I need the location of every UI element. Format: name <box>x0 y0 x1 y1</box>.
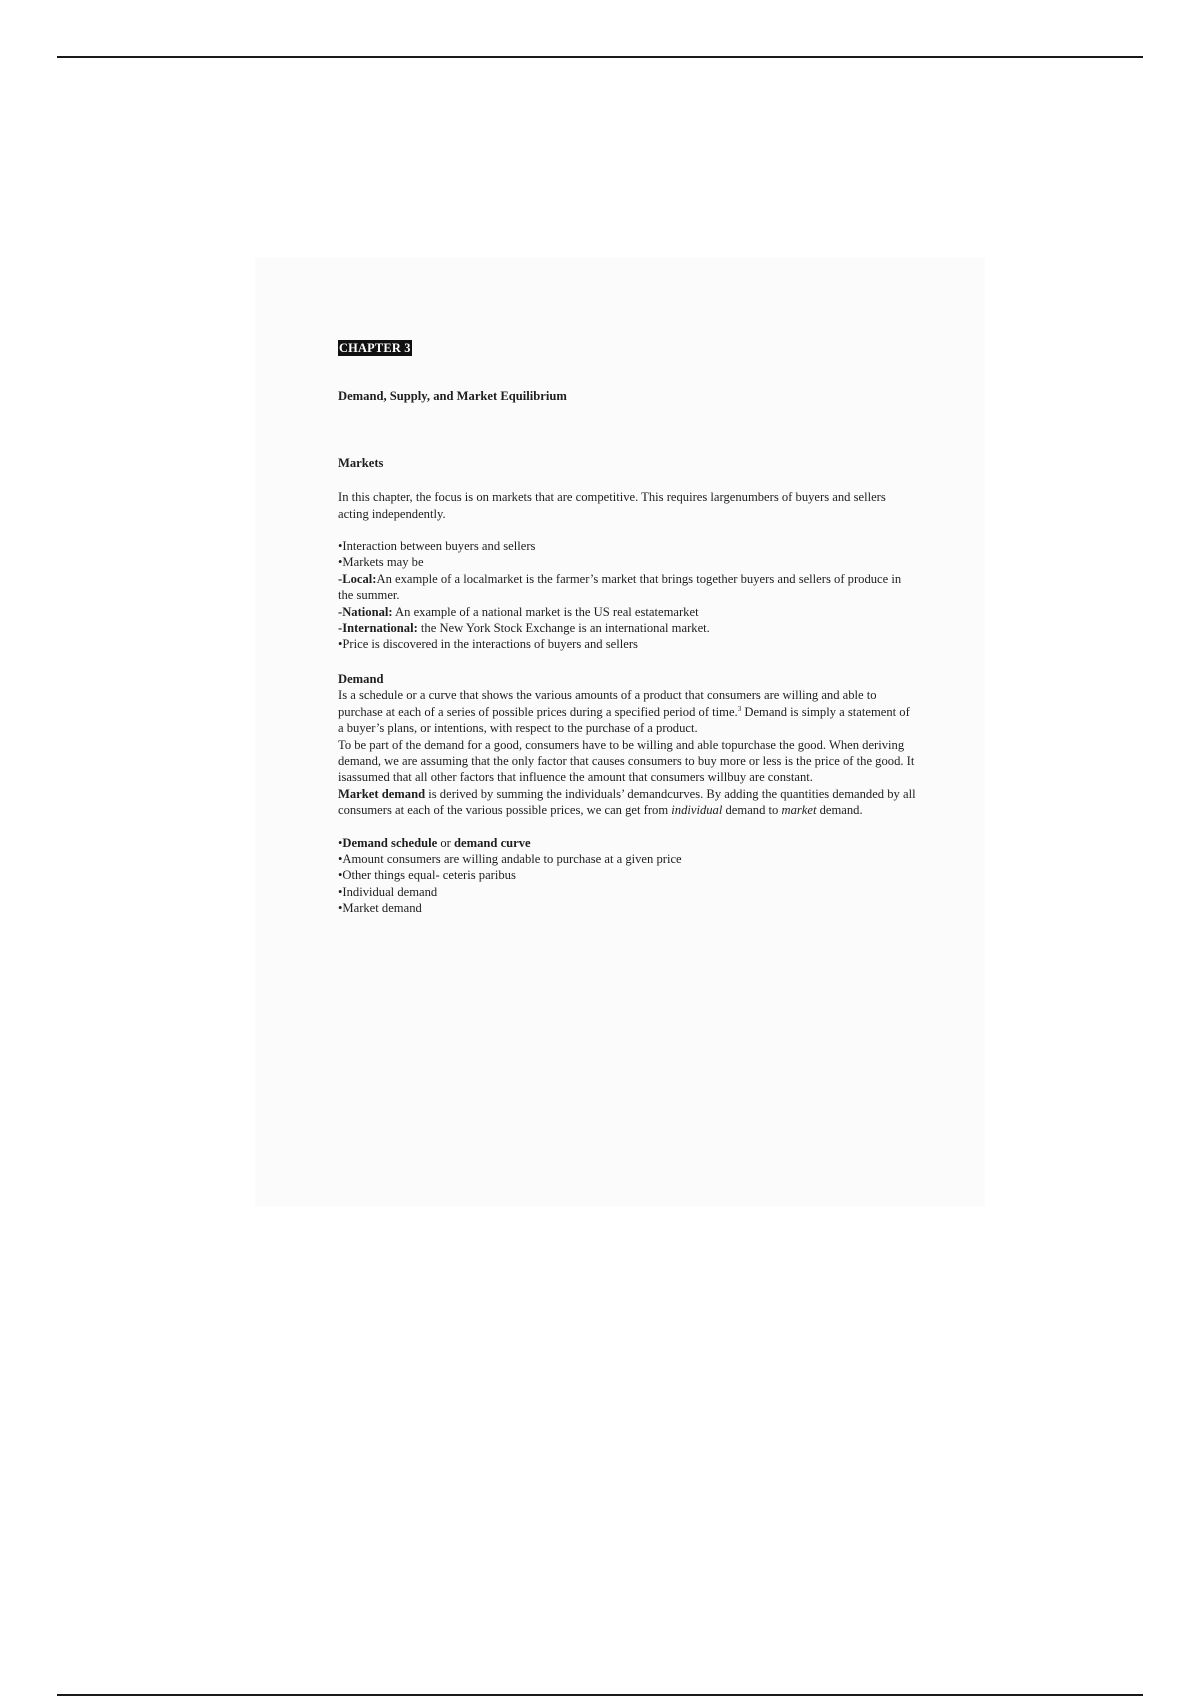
demand-p3-text-b: demand to <box>722 803 782 818</box>
market-international-label: -International: <box>338 621 418 636</box>
footnote-ref[interactable]: 3 <box>737 704 742 713</box>
document-title: Demand, Supply, and Market Equilibrium <box>338 389 567 404</box>
demand-p1-text-a: Is a schedule or a curve that shows the various amounts of a product that consumers are willing and able to purchase at each of a series of possible prices during a specified period of time. <box>338 688 877 719</box>
demand-paragraph-2: To be part of the demand for a good, consumers have to be willing and able topurchase the good. When deriving demand, we are assuming that the only factor that causes consumers to buy more or less is the price of the good. It isassumed that all other factors that influence the amount that consumers willbuy are constant. <box>338 737 915 785</box>
demand-heading: Demand <box>338 671 384 686</box>
markets-bullet-may-be: •Markets may be <box>338 555 424 570</box>
demand-schedule-line <box>338 835 918 851</box>
chapter-label: CHAPTER 3 <box>339 341 411 355</box>
market-local <box>338 571 918 604</box>
demand-p3-individual: individual <box>671 803 723 818</box>
list-item-market: •Market demand <box>338 901 422 916</box>
market-demand-label: Market demand <box>338 786 426 801</box>
demand-paragraph-1 <box>338 687 918 736</box>
list-bullet: • <box>338 835 343 850</box>
list-item-individual: •Individual demand <box>338 884 438 899</box>
top-rule <box>57 56 1143 58</box>
markets-bullet-interaction: •Interaction between buyers and sellers <box>338 539 536 554</box>
demand-curve-term: demand curve <box>454 835 531 850</box>
demand-p1-text-b: Demand is simply a statement of a buyer’s plans, or intentions, with respect to the purchase of a product. <box>338 704 910 736</box>
document-content <box>338 340 918 917</box>
market-local-label: -Local: <box>338 571 377 586</box>
demand-p3-market: market <box>781 803 817 818</box>
market-national <box>338 604 918 620</box>
market-international-text: the New York Stock Exchange is an international market. <box>417 621 710 636</box>
market-national-text: An example of a national market is the US real estatemarket <box>392 604 699 619</box>
bottom-rule <box>57 1694 1143 1696</box>
demand-schedule-term: Demand schedule <box>342 835 438 850</box>
demand-p3-text-a: is derived by summing the individuals’ demandcurves. By adding the quantities demanded by all consumers at each of the various possible prices, we can get from <box>338 786 916 818</box>
or-text: or <box>437 835 455 850</box>
market-international <box>338 620 918 636</box>
market-local-text: An example of a localmarket is the farmer’s market that brings together buyers and sellers of produce in the summer. <box>338 571 902 603</box>
demand-p3-text-c: demand. <box>816 803 863 818</box>
demand-paragraph-3 <box>338 786 918 819</box>
markets-heading: Markets <box>338 455 384 470</box>
markets-intro: In this chapter, the focus is on markets that are competitive. This requires largenumbers of buyers and sellers acting independently. <box>338 490 886 521</box>
list-item-ceteris: •Other things equal- ceteris paribus <box>338 868 516 883</box>
list-item-amount: •Amount consumers are willing andable to purchase at a given price <box>338 851 682 866</box>
market-national-label: -National: <box>338 604 393 619</box>
markets-bullet-price: •Price is discovered in the interactions of buyers and sellers <box>338 637 638 652</box>
